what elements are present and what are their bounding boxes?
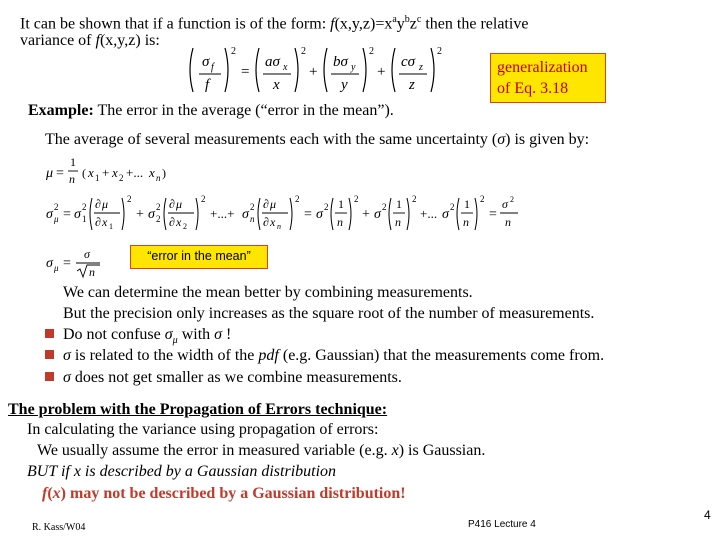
svg-text:+: + <box>309 64 318 80</box>
svg-text:∂: ∂ <box>263 215 269 229</box>
svg-text:σ: σ <box>242 207 249 222</box>
svg-text:x: x <box>270 215 276 229</box>
svg-text:z: z <box>409 77 415 93</box>
svg-text:2: 2 <box>510 195 514 204</box>
svg-text:n: n <box>89 265 95 279</box>
svg-text:1: 1 <box>109 222 113 231</box>
svg-text:=: = <box>63 207 71 222</box>
svg-text:+: + <box>377 64 386 80</box>
svg-text:∂: ∂ <box>169 215 175 229</box>
bullet-sigma-width <box>63 346 604 366</box>
svg-text:2: 2 <box>127 194 132 204</box>
svg-text:): ) <box>162 166 166 180</box>
svg-text:∂: ∂ <box>169 197 175 211</box>
svg-text:bσ: bσ <box>333 54 348 70</box>
svg-text:μ: μ <box>54 214 59 224</box>
intro-text: It can be shown that if a function is of the form: <box>20 15 331 33</box>
svg-text:1: 1 <box>95 173 100 183</box>
exponent-a: a <box>392 14 397 25</box>
svg-text:2: 2 <box>301 46 306 57</box>
svg-text:n: n <box>250 214 255 224</box>
svg-text:2: 2 <box>295 194 300 204</box>
problem-line-2-end: ) is Gaussian. <box>398 442 486 459</box>
variable-x: x <box>391 442 399 459</box>
svg-text:f: f <box>205 77 210 93</box>
problem-line-1: In calculating the variance using propagation of errors: <box>27 421 379 438</box>
svg-text:2: 2 <box>382 202 387 212</box>
sigma-symbol: σ <box>164 326 173 343</box>
svg-text:2: 2 <box>250 202 255 212</box>
svg-text:+...: +... <box>126 165 144 180</box>
svg-text:x: x <box>149 165 155 180</box>
svg-text:1: 1 <box>338 197 344 211</box>
svg-text:2: 2 <box>119 173 124 183</box>
svg-text:x: x <box>112 165 118 180</box>
function-f-2: f <box>95 32 100 49</box>
svg-text:σ: σ <box>74 207 81 222</box>
callout-line-1: generalization <box>497 59 588 76</box>
svg-text:+...+: +...+ <box>210 206 235 221</box>
footer-course: P416 Lecture 4 <box>468 519 536 530</box>
svg-text:x: x <box>176 215 182 229</box>
variable-x: x <box>52 485 61 502</box>
example-line-2 <box>45 130 589 150</box>
svg-text:2: 2 <box>201 194 206 204</box>
svg-text:n: n <box>463 215 469 229</box>
svg-text:σ: σ <box>202 54 210 70</box>
svg-text:n: n <box>69 172 75 186</box>
example-label: Example: <box>28 102 94 119</box>
svg-text:μ: μ <box>46 166 54 181</box>
page-number: 4 <box>704 508 711 522</box>
exponent-c: c <box>416 14 422 25</box>
exponent-b: b <box>404 14 410 25</box>
callout-line-2: of Eq. 3.18 <box>497 80 569 97</box>
svg-text:=: = <box>56 166 64 181</box>
svg-text:2: 2 <box>156 214 161 224</box>
sigma-symbol: σ <box>63 369 71 386</box>
error-in-mean-label: “error in the mean” <box>130 245 268 269</box>
example-text-2a: The average of several measurements each with the same uncertainty ( <box>45 131 498 148</box>
bullet-sigma-text-end: (e.g. Gaussian) that the measurements come from. <box>278 347 605 364</box>
footer-author: R. Kass/W04 <box>32 522 86 533</box>
bullet-smaller-text: does not get smaller as we combine measurements. <box>70 369 402 386</box>
bullet-square-icon <box>45 350 54 359</box>
svg-text:y: y <box>341 77 348 93</box>
bullet-confuse-text: Do not confuse <box>63 326 165 343</box>
intro-formula-y: y <box>396 15 405 33</box>
svg-text:σ: σ <box>46 256 53 271</box>
intro-text-2: variance of <box>20 32 96 49</box>
svg-text:(: ( <box>82 166 86 180</box>
variance-mean-equation <box>44 190 544 236</box>
problem-line-2 <box>37 441 485 461</box>
svg-text:+: + <box>362 207 370 222</box>
svg-text:x: x <box>283 62 288 73</box>
svg-text:aσ: aσ <box>265 54 280 70</box>
svg-text:2: 2 <box>450 202 455 212</box>
svg-text:σ: σ <box>502 197 508 211</box>
svg-text:+...: +... <box>420 206 438 221</box>
svg-text:2: 2 <box>480 194 485 204</box>
problem-line-3: BUT if x is described by a Gaussian distribution <box>27 463 337 480</box>
function-f: f <box>42 485 48 502</box>
svg-text:2: 2 <box>54 202 59 212</box>
mean-equation <box>44 150 204 190</box>
svg-text:μ: μ <box>270 197 277 211</box>
svg-text:2: 2 <box>324 202 329 212</box>
paren-open: ( <box>47 485 53 502</box>
svg-text:2: 2 <box>354 194 359 204</box>
svg-text:n: n <box>277 222 281 231</box>
svg-text:μ: μ <box>102 197 109 211</box>
svg-text:=: = <box>489 207 497 222</box>
svg-text:=: = <box>304 207 312 222</box>
svg-text:2: 2 <box>369 46 374 57</box>
mu-subscript: μ <box>172 335 178 347</box>
svg-text:x: x <box>102 215 108 229</box>
svg-text:μ: μ <box>54 263 59 273</box>
intro-formula: (x,y,z)=x <box>334 15 393 33</box>
svg-text:σ: σ <box>46 207 53 222</box>
svg-text:cσ: cσ <box>401 54 416 70</box>
svg-text:σ: σ <box>374 207 381 222</box>
svg-text:2: 2 <box>437 46 442 57</box>
svg-text:n: n <box>337 215 343 229</box>
svg-text:1: 1 <box>70 155 76 169</box>
svg-text:n: n <box>156 173 161 183</box>
svg-text:=: = <box>63 256 71 271</box>
generalization-callout <box>490 53 606 103</box>
svg-text:∂: ∂ <box>95 197 101 211</box>
svg-text:+: + <box>136 207 144 222</box>
svg-text:=: = <box>241 64 250 80</box>
svg-text:μ: μ <box>176 197 183 211</box>
function-f: f <box>330 15 335 33</box>
point-combine-measurements: We can determine the mean better by combining measurements. <box>63 284 473 301</box>
intro-line-2 <box>20 31 160 51</box>
svg-text:2: 2 <box>231 46 236 57</box>
svg-text:+: + <box>102 165 110 180</box>
problem-heading: The problem with the Propagation of Errors technique: <box>8 401 388 418</box>
svg-text:2: 2 <box>412 194 417 204</box>
svg-text:n: n <box>505 215 511 229</box>
intro-formula-z: z <box>409 15 417 33</box>
problem-line-4-text: ) may not be described by a Gaussian distribution! <box>60 485 406 502</box>
svg-text:f: f <box>211 62 214 73</box>
pdf-text: pdf <box>258 347 279 364</box>
svg-text:x: x <box>273 77 280 93</box>
point-precision-sqrt: But the precision only increases as the square root of the number of measurements. <box>63 305 595 322</box>
sigma-symbol: σ <box>497 131 506 148</box>
sigma-symbol: σ <box>63 347 71 364</box>
bullet-sigma-text: is related to the width of the <box>70 347 259 364</box>
svg-text:2: 2 <box>82 202 87 212</box>
svg-text:2: 2 <box>156 202 161 212</box>
svg-text:∂: ∂ <box>263 197 269 211</box>
svg-text:y: y <box>351 62 356 73</box>
svg-text:n: n <box>395 215 401 229</box>
intro-text-end: then the relative <box>421 15 529 33</box>
svg-text:1: 1 <box>464 197 470 211</box>
bullet-confuse-end: ! <box>222 326 232 343</box>
problem-line-4 <box>42 484 406 504</box>
svg-text:1: 1 <box>82 214 87 224</box>
sigma-mu-equation <box>44 244 134 280</box>
example-text-2b: ) is given by: <box>505 131 590 148</box>
svg-text:x: x <box>88 165 94 180</box>
sigma-symbol: σ <box>214 326 223 343</box>
svg-text:z: z <box>419 62 423 73</box>
svg-text:σ: σ <box>442 207 449 222</box>
svg-text:∂: ∂ <box>95 215 101 229</box>
problem-line-2-text: We usually assume the error in measured variable (e.g. <box>37 442 392 459</box>
bullet-confuse-with: with <box>177 326 215 343</box>
svg-text:σ: σ <box>84 247 90 261</box>
bullet-square-icon <box>45 329 54 338</box>
intro-text-2b: (x,y,z) is: <box>99 32 160 49</box>
example-text: The error in the average (“error in the mean”). <box>93 102 394 119</box>
svg-text:σ: σ <box>316 207 323 222</box>
svg-text:σ: σ <box>148 207 155 222</box>
bullet-sigma-smaller <box>63 368 402 388</box>
svg-text:2: 2 <box>183 222 187 231</box>
svg-text:1: 1 <box>396 197 402 211</box>
bullet-square-icon <box>45 372 54 381</box>
example-line <box>28 101 394 121</box>
relative-variance-equation <box>185 42 485 98</box>
